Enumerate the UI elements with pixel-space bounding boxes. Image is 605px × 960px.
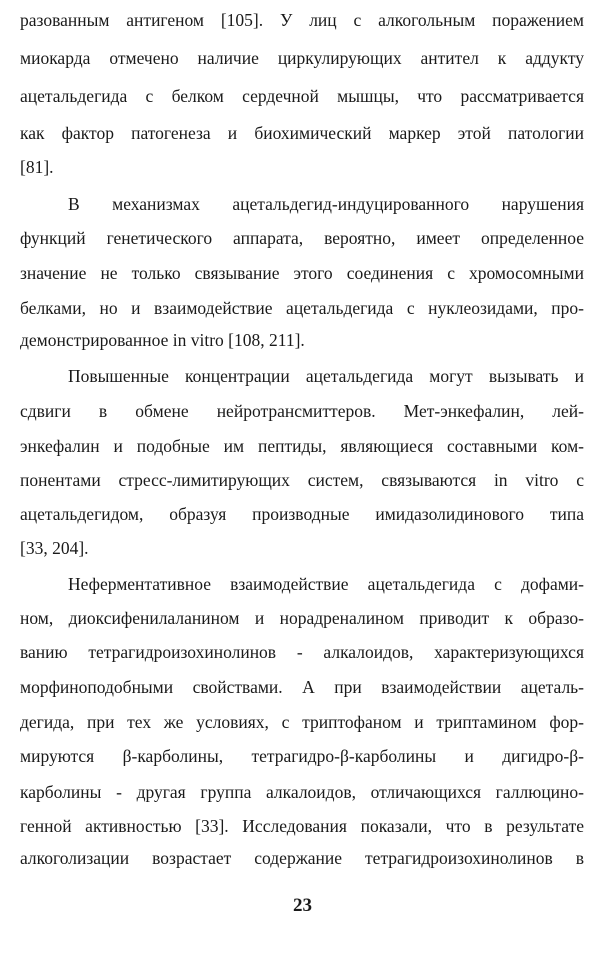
text-line: разованным антигеном [105]. У лиц с алкогольным поражением (20, 10, 584, 30)
text-line: ванию тетрагидроизохинолинов - алкалоидов, характеризующихся (20, 642, 584, 662)
text-line: демонстрированное in vitro [108, 211]. (20, 330, 305, 350)
text-line: энкефалин и подобные им пептиды, являющиеся составными ком- (20, 436, 584, 456)
text-line: дегида, при тех же условиях, с триптофаном и триптамином фор- (20, 712, 584, 732)
text-line: миокарда отмечено наличие циркулирующих антител к аддукту (20, 48, 584, 68)
text-line: [81]. (20, 157, 54, 177)
text-line: белками, но и взаимодействие ацетальдегида с нуклеозидами, про- (20, 298, 584, 318)
text-line: [33, 204]. (20, 538, 89, 558)
text-line: сдвиги в обмене нейротрансмиттеров. Мет-энкефалин, лей- (20, 401, 584, 421)
text-line: морфиноподобными свойствами. А при взаимодействии ацеталь- (20, 677, 584, 697)
text-line: мируются β-карболины, тетрагидро-β-карболины и дигидро-β- (20, 746, 584, 766)
text-line: значение не только связывание этого соединения с хромосомными (20, 263, 584, 283)
paragraph-first-line: В механизмах ацетальдегид-индуцированного нарушения (68, 194, 584, 214)
paragraph-first-line: Повышенные концентрации ацетальдегида могут вызывать и (68, 366, 584, 386)
text-line: ном, диоксифенилаланином и норадреналином приводит к образо- (20, 608, 584, 628)
text-line: ацетальдегидом, образуя производные имидазолидинового типа (20, 504, 584, 524)
text-line: понентами стресс-лимитирующих систем, связываются in vitro с (20, 470, 584, 490)
text-line: как фактор патогенеза и биохимический маркер этой патологии (20, 123, 584, 143)
text-line: функций генетического аппарата, вероятно, имеет определенное (20, 228, 584, 248)
text-line: карболины - другая группа алкалоидов, отличающихся галлюцино- (20, 782, 584, 802)
text-line: ацетальдегида с белком сердечной мышцы, что рассматривается (20, 86, 584, 106)
text-line: генной активностью [33]. Исследования показали, что в результате (20, 816, 584, 836)
text-line: алкоголизации возрастает содержание тетрагидроизохинолинов в (20, 848, 584, 868)
page-number: 23 (293, 895, 312, 916)
paragraph-first-line: Неферментативное взаимодействие ацетальдегида с дофами- (68, 574, 584, 594)
